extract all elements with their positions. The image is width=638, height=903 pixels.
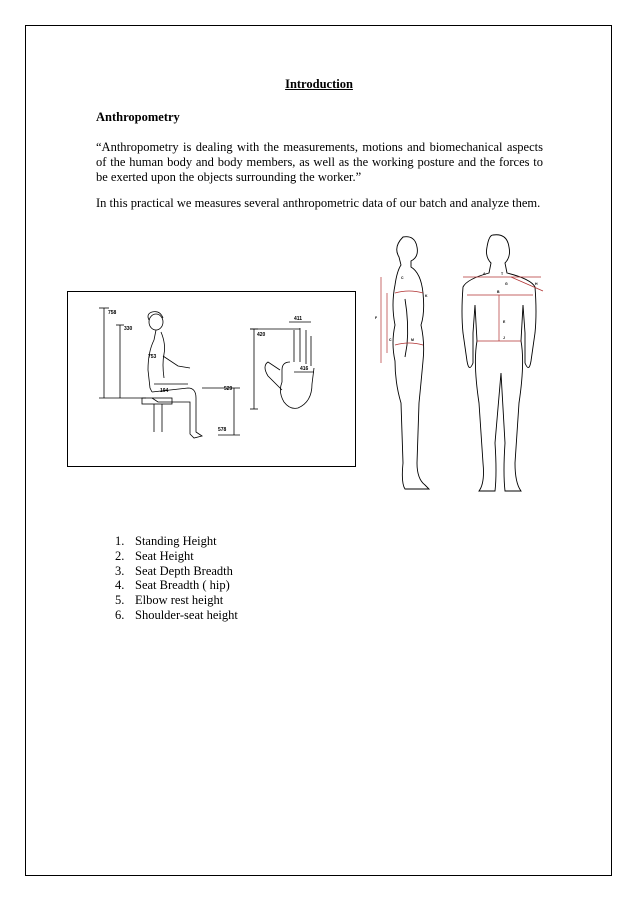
label-palm: 416 xyxy=(300,366,309,372)
label-hand-width: 411 xyxy=(294,316,303,322)
back-label-a: A xyxy=(483,272,486,276)
label-elbow: 753 xyxy=(148,354,157,360)
section-heading: Anthropometry xyxy=(96,110,180,124)
side-label-c2: C xyxy=(389,338,392,342)
label-standing: 758 xyxy=(108,310,117,316)
list-item: 6. Shoulder-seat height xyxy=(115,607,238,622)
back-label-h: H xyxy=(535,282,538,286)
practical-paragraph: In this practical we measures several anthropometric data of our batch and analyze them. xyxy=(96,196,541,210)
back-label-g: G xyxy=(505,282,508,286)
label-shoulder: 330 xyxy=(124,326,133,332)
label-knee: 529 xyxy=(224,386,233,392)
definition-paragraph: “Anthropometry is dealing with the measurements, motions and biomechanical aspects of the human body and body members, as well as the working posture and the forces to be exerted upon the objects surrounding the worker.” xyxy=(96,140,543,184)
label-depth: 194 xyxy=(160,388,169,394)
seated-anthropometry-figure xyxy=(67,291,356,467)
list-item: 5. Elbow rest height xyxy=(115,593,224,608)
list-item: 3. Seat Depth Breadth xyxy=(115,563,233,578)
measurement-list xyxy=(115,534,238,623)
list-item: 1. Standing Height xyxy=(115,534,217,548)
back-label-e: E xyxy=(503,320,506,324)
list-item: 4. Seat Breadth ( hip) xyxy=(115,578,230,593)
side-label-k: K xyxy=(425,294,428,298)
back-label-t: T xyxy=(501,272,504,276)
list-item: 2. Seat Height xyxy=(115,548,194,563)
side-label-f: F xyxy=(375,316,378,320)
side-label-c: C xyxy=(401,276,404,280)
back-label-b: B xyxy=(497,290,500,294)
back-label-j: J xyxy=(503,336,505,340)
side-label-m: M xyxy=(411,338,414,342)
label-hand-length: 420 xyxy=(257,332,266,338)
page-title: Introduction xyxy=(285,77,353,91)
standing-body-figure xyxy=(365,233,550,498)
label-floor: 578 xyxy=(218,427,227,433)
